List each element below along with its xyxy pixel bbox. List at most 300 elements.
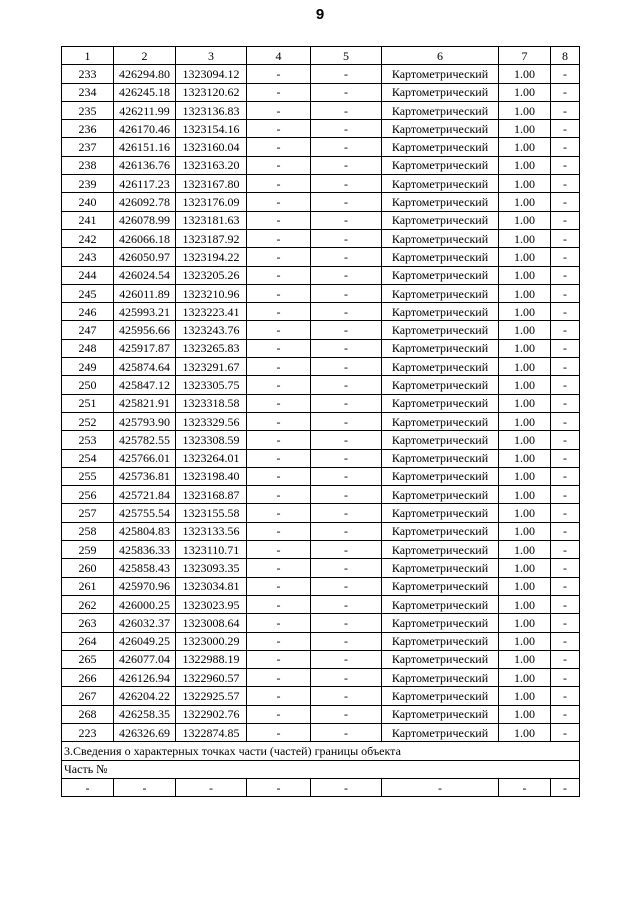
table-cell: - — [551, 577, 580, 595]
table-cell: - — [551, 138, 580, 156]
table-cell: - — [247, 376, 311, 394]
table-cell: 1.00 — [499, 358, 551, 376]
table-cell: 263 — [62, 614, 114, 632]
table-cell: Картометрический — [382, 650, 499, 668]
table-cell: - — [247, 669, 311, 687]
table-cell: - — [551, 211, 580, 229]
table-cell: Картометрический — [382, 156, 499, 174]
table-cell: - — [247, 248, 311, 266]
table-cell: 1323243.76 — [176, 321, 247, 339]
table-cell: Картометрический — [382, 120, 499, 138]
table-cell: 1323167.80 — [176, 175, 247, 193]
table-cell: 234 — [62, 83, 114, 101]
table-cell: - — [247, 65, 311, 83]
table-cell: - — [311, 83, 382, 101]
table-cell: 241 — [62, 211, 114, 229]
header-cell: 7 — [499, 47, 551, 65]
table-cell: - — [551, 669, 580, 687]
table-cell: - — [551, 412, 580, 430]
table-cell: - — [551, 705, 580, 723]
header-cell: 1 — [62, 47, 114, 65]
table-cell: - — [551, 486, 580, 504]
table-cell: 1.00 — [499, 120, 551, 138]
table-row — [62, 211, 580, 229]
table-cell: - — [247, 193, 311, 211]
table-cell: Картометрический — [382, 522, 499, 540]
table-cell: - — [247, 101, 311, 119]
table-cell: - — [551, 723, 580, 741]
table-cell: 1323110.71 — [176, 541, 247, 559]
table-cell: - — [551, 687, 580, 705]
table-cell: 426049.25 — [114, 632, 176, 650]
table-cell: 1323205.26 — [176, 266, 247, 284]
table-cell: 1.00 — [499, 211, 551, 229]
table-cell: - — [247, 504, 311, 522]
table-row — [62, 431, 580, 449]
table-cell: - — [311, 284, 382, 302]
header-row — [62, 47, 580, 65]
table-row — [62, 577, 580, 595]
table-cell: 426294.80 — [114, 65, 176, 83]
table-cell: 1.00 — [499, 504, 551, 522]
table-cell: 233 — [62, 65, 114, 83]
table-cell: 1323223.41 — [176, 303, 247, 321]
table-row — [62, 669, 580, 687]
table-cell: - — [311, 723, 382, 741]
table-cell: - — [311, 632, 382, 650]
table-cell: 426326.69 — [114, 723, 176, 741]
part-label-row — [62, 760, 580, 778]
table-cell: 426151.16 — [114, 138, 176, 156]
table-cell: 1.00 — [499, 412, 551, 430]
table-cell: 256 — [62, 486, 114, 504]
table-cell: - — [551, 778, 580, 796]
table-cell: - — [551, 284, 580, 302]
table-cell: 1323194.22 — [176, 248, 247, 266]
table-cell: - — [311, 778, 382, 796]
table-cell: 1323034.81 — [176, 577, 247, 595]
table-row — [62, 650, 580, 668]
table-cell: - — [311, 120, 382, 138]
table-cell: - — [247, 138, 311, 156]
table-cell: 1322902.76 — [176, 705, 247, 723]
table-cell: 1.00 — [499, 431, 551, 449]
table-cell: 1.00 — [499, 632, 551, 650]
table-cell: - — [311, 394, 382, 412]
table-cell: 426000.25 — [114, 595, 176, 613]
table-cell: - — [247, 723, 311, 741]
table-cell: 426258.35 — [114, 705, 176, 723]
table-cell: - — [311, 229, 382, 247]
table-cell: 248 — [62, 339, 114, 357]
table-cell: 425917.87 — [114, 339, 176, 357]
coordinates-table — [61, 46, 580, 797]
table-row — [62, 541, 580, 559]
table-cell: - — [311, 211, 382, 229]
table-cell: - — [311, 486, 382, 504]
table-cell: 266 — [62, 669, 114, 687]
table-cell: 425782.55 — [114, 431, 176, 449]
table-cell: - — [551, 229, 580, 247]
table-cell: - — [551, 358, 580, 376]
table-cell: - — [176, 778, 247, 796]
table-cell: - — [551, 303, 580, 321]
table-cell: 1323094.12 — [176, 65, 247, 83]
table-cell: 425874.64 — [114, 358, 176, 376]
section-title: 3.Сведения о характерных точках части (частей) границы объекта — [62, 742, 580, 760]
table-row — [62, 156, 580, 174]
table-cell: - — [551, 248, 580, 266]
table-cell: - — [311, 559, 382, 577]
table-cell: 426136.76 — [114, 156, 176, 174]
table-cell: 261 — [62, 577, 114, 595]
table-cell: 1323154.16 — [176, 120, 247, 138]
table-cell: 1323008.64 — [176, 614, 247, 632]
table-cell: Картометрический — [382, 101, 499, 119]
table-cell: 1323160.04 — [176, 138, 247, 156]
table-cell: 1.00 — [499, 541, 551, 559]
table-cell: Картометрический — [382, 284, 499, 302]
table-cell: 426032.37 — [114, 614, 176, 632]
table-cell: - — [311, 175, 382, 193]
table-cell: 425993.21 — [114, 303, 176, 321]
table-cell: 237 — [62, 138, 114, 156]
table-row — [62, 705, 580, 723]
header-cell: 4 — [247, 47, 311, 65]
table-cell: 255 — [62, 467, 114, 485]
table-cell: - — [311, 705, 382, 723]
table-cell: - — [551, 376, 580, 394]
table-cell: - — [247, 339, 311, 357]
table-cell: - — [247, 541, 311, 559]
table-cell: - — [311, 669, 382, 687]
empty-row — [62, 778, 580, 796]
table-cell: 268 — [62, 705, 114, 723]
table-row — [62, 229, 580, 247]
table-cell: 1.00 — [499, 723, 551, 741]
table-cell: 254 — [62, 449, 114, 467]
table-cell: 242 — [62, 229, 114, 247]
table-cell: 1.00 — [499, 303, 551, 321]
table-cell: 425821.91 — [114, 394, 176, 412]
table-cell: - — [499, 778, 551, 796]
table-row — [62, 632, 580, 650]
table-row — [62, 723, 580, 741]
table-cell: 1.00 — [499, 266, 551, 284]
table-cell: 1.00 — [499, 339, 551, 357]
table-cell: - — [247, 486, 311, 504]
table-cell: 235 — [62, 101, 114, 119]
table-cell: - — [311, 321, 382, 339]
table-cell: - — [247, 284, 311, 302]
table-cell: - — [247, 595, 311, 613]
table-cell: 426211.99 — [114, 101, 176, 119]
table-cell: - — [247, 412, 311, 430]
table-cell: 1.00 — [499, 559, 551, 577]
table-row — [62, 193, 580, 211]
table-cell: 1.00 — [499, 577, 551, 595]
table-cell: 1323181.63 — [176, 211, 247, 229]
table-cell: 425836.33 — [114, 541, 176, 559]
table-cell: 426170.46 — [114, 120, 176, 138]
table-cell: 247 — [62, 321, 114, 339]
table-row — [62, 303, 580, 321]
table-cell: Картометрический — [382, 175, 499, 193]
table-row — [62, 467, 580, 485]
table-cell: - — [551, 541, 580, 559]
table-cell: Картометрический — [382, 303, 499, 321]
table-row — [62, 376, 580, 394]
table-cell: - — [247, 778, 311, 796]
table-cell: 1323264.01 — [176, 449, 247, 467]
table-cell: Картометрический — [382, 193, 499, 211]
table-cell: 258 — [62, 522, 114, 540]
table-cell: 426011.89 — [114, 284, 176, 302]
table-cell: 1322988.19 — [176, 650, 247, 668]
table-cell: 1.00 — [499, 449, 551, 467]
table-row — [62, 321, 580, 339]
table-cell: - — [247, 321, 311, 339]
table-cell: 259 — [62, 541, 114, 559]
table-cell: Картометрический — [382, 504, 499, 522]
table-cell: 426126.94 — [114, 669, 176, 687]
table-cell: - — [311, 614, 382, 632]
table-cell: Картометрический — [382, 614, 499, 632]
table-cell: - — [247, 266, 311, 284]
table-cell: 1.00 — [499, 193, 551, 211]
table-cell: 1.00 — [499, 65, 551, 83]
table-cell: - — [551, 467, 580, 485]
table-cell: - — [247, 559, 311, 577]
table-cell: 243 — [62, 248, 114, 266]
table-row — [62, 412, 580, 430]
table-cell: Картометрический — [382, 632, 499, 650]
table-cell: 257 — [62, 504, 114, 522]
table-row — [62, 138, 580, 156]
table-cell: 1.00 — [499, 101, 551, 119]
table-cell: - — [247, 431, 311, 449]
table-cell: 1323133.56 — [176, 522, 247, 540]
table-row — [62, 120, 580, 138]
table-cell: - — [382, 778, 499, 796]
header-cell: 6 — [382, 47, 499, 65]
section-title-row — [62, 742, 580, 760]
table-cell: - — [311, 266, 382, 284]
table-cell: 425736.81 — [114, 467, 176, 485]
table-cell: 1323265.83 — [176, 339, 247, 357]
table-cell: 245 — [62, 284, 114, 302]
table-cell: 250 — [62, 376, 114, 394]
table-cell: 426024.54 — [114, 266, 176, 284]
table-cell: Картометрический — [382, 138, 499, 156]
table-cell: 1323210.96 — [176, 284, 247, 302]
table-cell: - — [551, 522, 580, 540]
table-cell: 1.00 — [499, 229, 551, 247]
table-cell: - — [551, 595, 580, 613]
table-cell: - — [551, 101, 580, 119]
table-row — [62, 486, 580, 504]
table-cell: - — [551, 156, 580, 174]
table-cell: 262 — [62, 595, 114, 613]
table-cell: Картометрический — [382, 358, 499, 376]
table-cell: 1.00 — [499, 595, 551, 613]
table-cell: 425721.84 — [114, 486, 176, 504]
table-cell: - — [551, 193, 580, 211]
table-cell: Картометрический — [382, 65, 499, 83]
table-cell: 425970.96 — [114, 577, 176, 595]
table-cell: 265 — [62, 650, 114, 668]
table-cell: Картометрический — [382, 541, 499, 559]
table-cell: 426117.23 — [114, 175, 176, 193]
table-cell: 1323136.83 — [176, 101, 247, 119]
table-cell: 426204.22 — [114, 687, 176, 705]
table-cell: - — [247, 467, 311, 485]
table-cell: - — [311, 687, 382, 705]
header-cell: 5 — [311, 47, 382, 65]
header-cell: 2 — [114, 47, 176, 65]
table-row — [62, 101, 580, 119]
table-cell: 1.00 — [499, 486, 551, 504]
table-row — [62, 358, 580, 376]
table-cell: 425766.01 — [114, 449, 176, 467]
table-cell: - — [551, 394, 580, 412]
table-cell: 1.00 — [499, 248, 551, 266]
table-cell: - — [551, 65, 580, 83]
table-cell: - — [311, 412, 382, 430]
table-cell: 1322925.57 — [176, 687, 247, 705]
table-cell: 426092.78 — [114, 193, 176, 211]
table-cell: - — [311, 358, 382, 376]
table-cell: 239 — [62, 175, 114, 193]
table-cell: 1.00 — [499, 156, 551, 174]
table-cell: 426066.18 — [114, 229, 176, 247]
table-cell: 1323305.75 — [176, 376, 247, 394]
table-cell: 1.00 — [499, 467, 551, 485]
table-cell: Картометрический — [382, 412, 499, 430]
table-cell: 1323198.40 — [176, 467, 247, 485]
table-cell: 1.00 — [499, 522, 551, 540]
table-cell: - — [551, 632, 580, 650]
table-cell: 425755.54 — [114, 504, 176, 522]
table-cell: - — [551, 83, 580, 101]
table-cell: 1323308.59 — [176, 431, 247, 449]
table-row — [62, 595, 580, 613]
table-cell: - — [311, 376, 382, 394]
table-cell: 1.00 — [499, 83, 551, 101]
table-cell: 249 — [62, 358, 114, 376]
table-cell: 251 — [62, 394, 114, 412]
table-cell: - — [114, 778, 176, 796]
table-cell: 1.00 — [499, 650, 551, 668]
table-row — [62, 687, 580, 705]
table-cell: 1.00 — [499, 138, 551, 156]
table-cell: 1322874.85 — [176, 723, 247, 741]
table-cell: 1323093.35 — [176, 559, 247, 577]
table-cell: 246 — [62, 303, 114, 321]
table-cell: 425804.83 — [114, 522, 176, 540]
table-cell: Картометрический — [382, 376, 499, 394]
table-cell: Картометрический — [382, 467, 499, 485]
table-cell: - — [551, 449, 580, 467]
table-cell: 244 — [62, 266, 114, 284]
table-cell: 1323000.29 — [176, 632, 247, 650]
table-cell: 1323120.62 — [176, 83, 247, 101]
table-cell: Картометрический — [382, 394, 499, 412]
table-cell: 1.00 — [499, 705, 551, 723]
table-cell: - — [551, 431, 580, 449]
table-cell: 1.00 — [499, 321, 551, 339]
table-cell: - — [311, 156, 382, 174]
table-cell: - — [551, 321, 580, 339]
table-cell: - — [311, 577, 382, 595]
table-cell: 264 — [62, 632, 114, 650]
table-cell: - — [247, 687, 311, 705]
table-row — [62, 449, 580, 467]
table-cell: 426050.97 — [114, 248, 176, 266]
table-cell: 426245.18 — [114, 83, 176, 101]
table-cell: - — [311, 101, 382, 119]
table-cell: - — [311, 595, 382, 613]
table-cell: 236 — [62, 120, 114, 138]
table-row — [62, 65, 580, 83]
table-cell: 1.00 — [499, 284, 551, 302]
table-cell: - — [311, 467, 382, 485]
table-cell: Картометрический — [382, 577, 499, 595]
table-cell: Картометрический — [382, 723, 499, 741]
table-cell: - — [247, 522, 311, 540]
table-row — [62, 339, 580, 357]
table-cell: - — [247, 156, 311, 174]
table-cell: Картометрический — [382, 321, 499, 339]
table-cell: 425847.12 — [114, 376, 176, 394]
table-cell: 1323155.58 — [176, 504, 247, 522]
table-cell: 1323329.56 — [176, 412, 247, 430]
table-row — [62, 504, 580, 522]
table-cell: Картометрический — [382, 211, 499, 229]
table-cell: Картометрический — [382, 431, 499, 449]
table-cell: Картометрический — [382, 83, 499, 101]
table-cell: Картометрический — [382, 705, 499, 723]
table-cell: 1323291.67 — [176, 358, 247, 376]
table-row — [62, 248, 580, 266]
table-cell: 426078.99 — [114, 211, 176, 229]
table-cell: 426077.04 — [114, 650, 176, 668]
table-cell: - — [311, 522, 382, 540]
table-cell: - — [311, 504, 382, 522]
table-cell: - — [247, 394, 311, 412]
table-row — [62, 614, 580, 632]
table-cell: - — [247, 358, 311, 376]
table-cell: 1.00 — [499, 394, 551, 412]
table-cell: 260 — [62, 559, 114, 577]
table-cell: - — [551, 504, 580, 522]
table-cell: 425793.90 — [114, 412, 176, 430]
table-cell: - — [247, 650, 311, 668]
table-cell: - — [551, 650, 580, 668]
table-cell: Картометрический — [382, 687, 499, 705]
table-row — [62, 266, 580, 284]
table-cell: Картометрический — [382, 248, 499, 266]
table-cell: - — [551, 266, 580, 284]
table-row — [62, 394, 580, 412]
part-label: Часть № — [62, 760, 580, 778]
table-cell: Картометрический — [382, 669, 499, 687]
table-cell: 1323176.09 — [176, 193, 247, 211]
table-cell: - — [247, 120, 311, 138]
table-cell: - — [247, 229, 311, 247]
table-cell: - — [62, 778, 114, 796]
table-row — [62, 522, 580, 540]
